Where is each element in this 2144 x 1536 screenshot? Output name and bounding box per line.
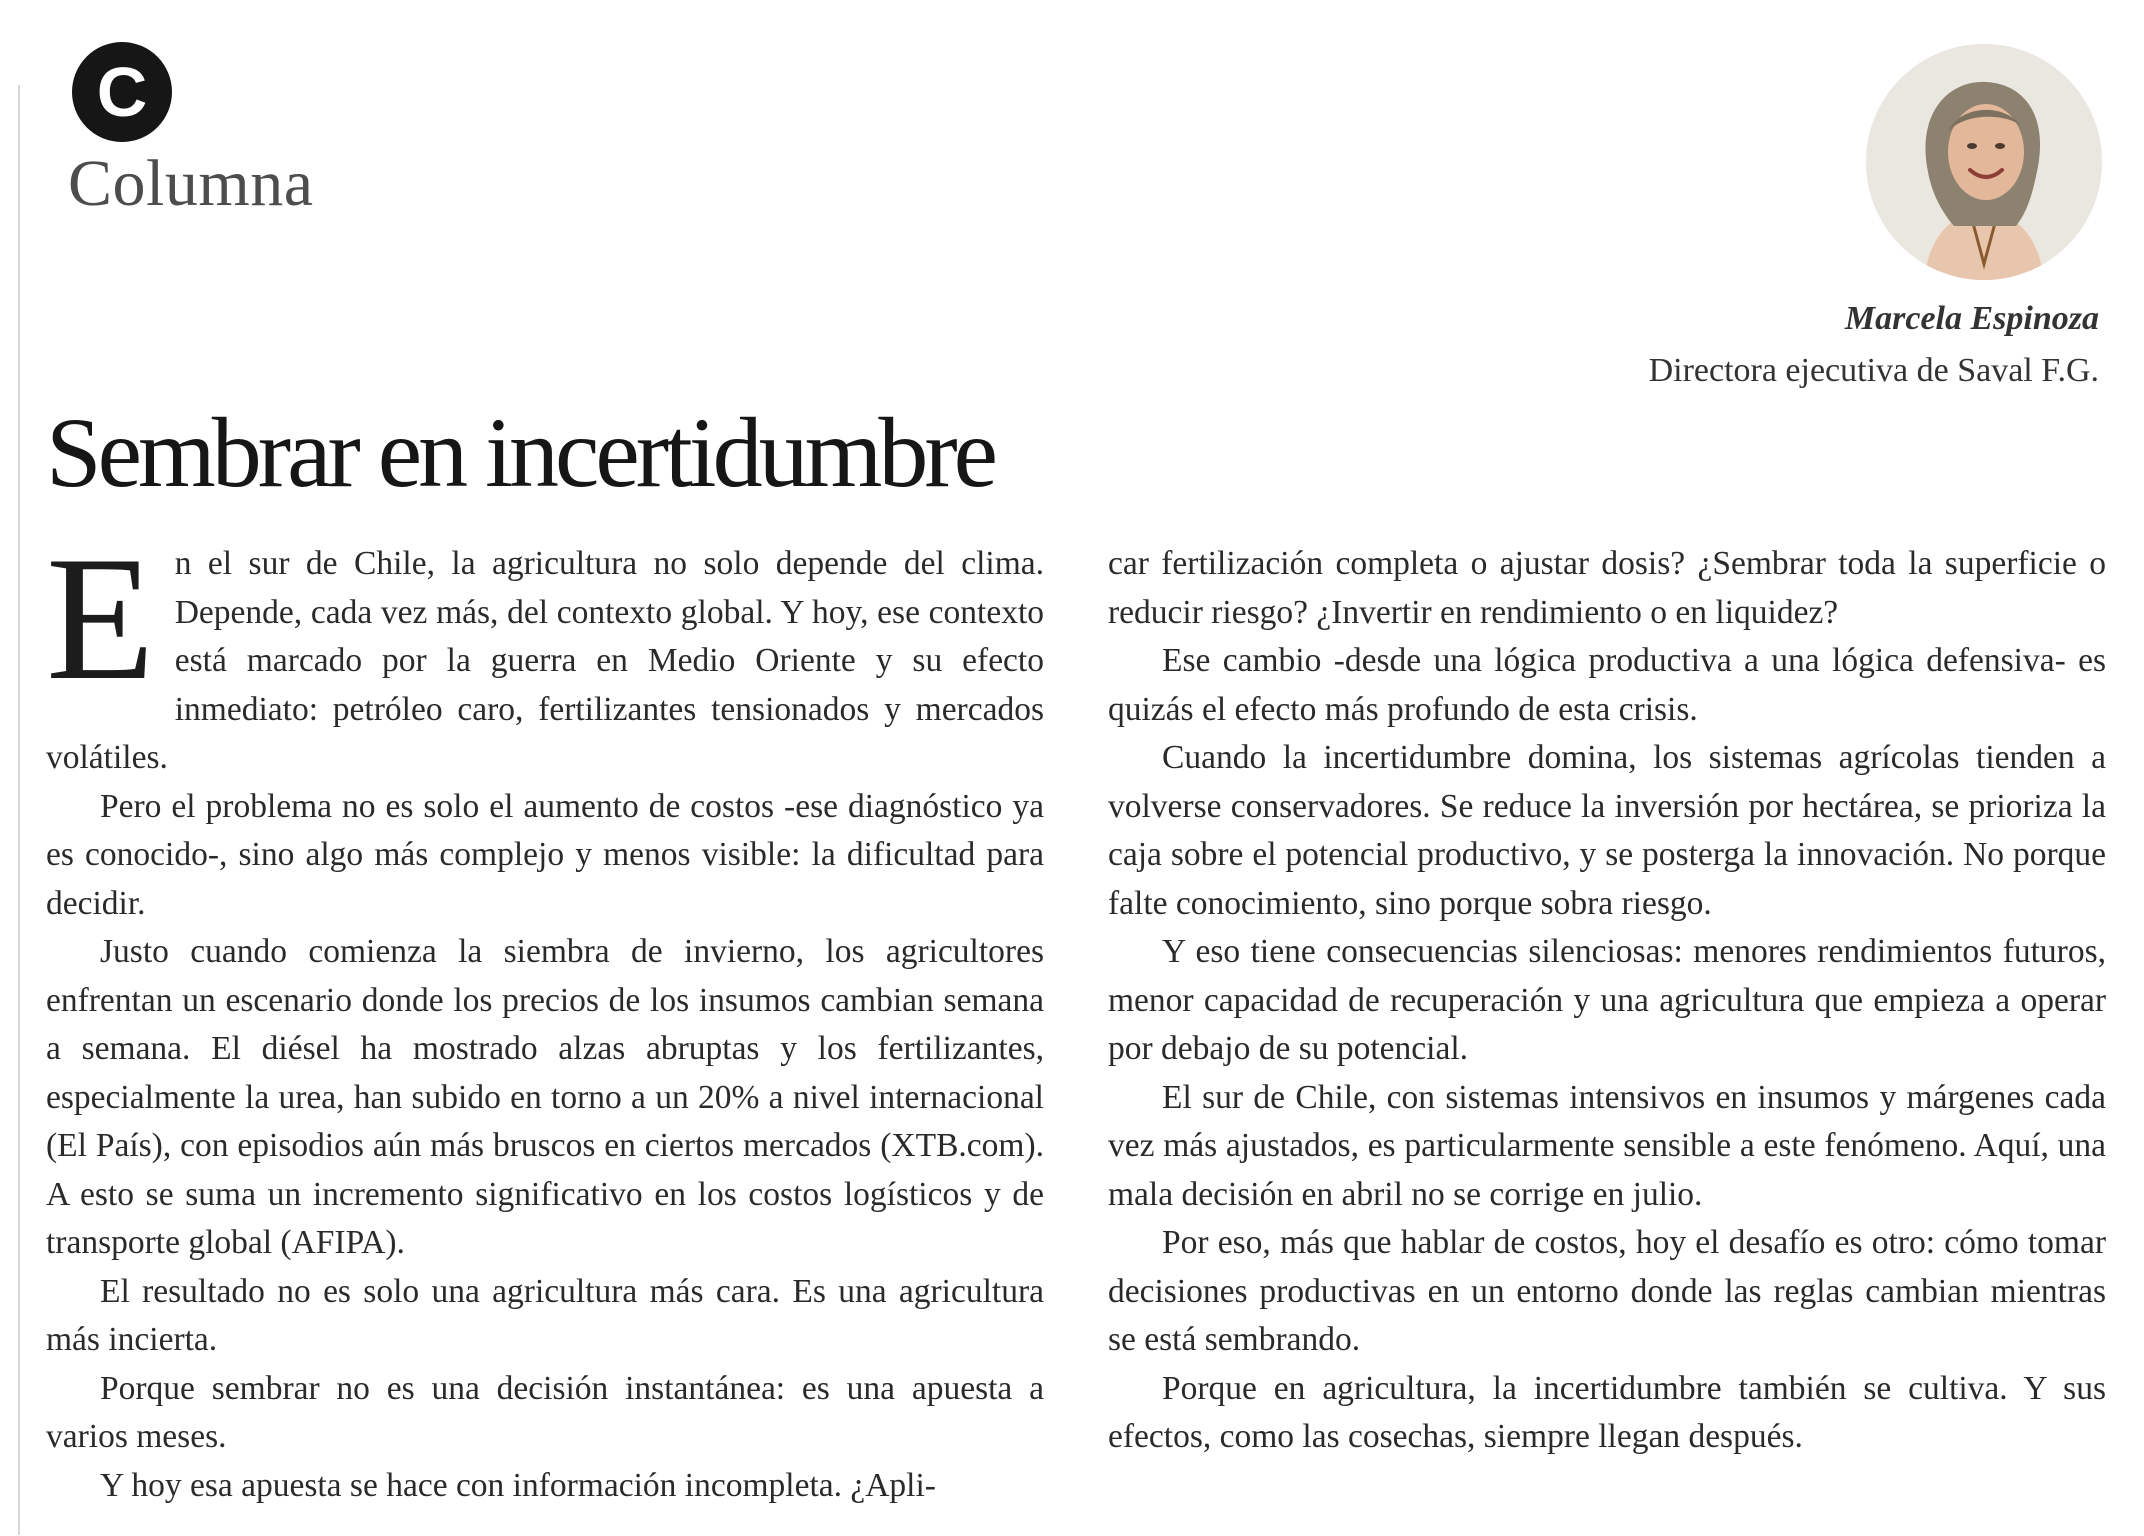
article-paragraph: Justo cuando comienza la siembra de invierno, los agricultores enfrentan un escenario donde los precios de los insumos cambian semana a semana. El diésel ha mostrado alzas abruptas y los fertilizantes, especialmente la urea, han subido en torno a un 20% a nivel internacional (El País), con episodios aún más bruscos en ciertos mercados (XTB.com). A esto se suma un incremento significativo en los costos logísticos y de transporte global (AFIPA).: [46, 933, 1044, 1261]
headline: Sembrar en incertidumbre: [46, 397, 995, 508]
article-column-left: [46, 519, 1044, 1510]
author-name: Marcela Espinoza: [1844, 300, 2099, 337]
article-paragraph: Cuando la incertidumbre domina, los sistemas agrícolas tienden a volverse conservadores. Se reduce la inversión por hectárea, se prioriza la caja sobre el potencial productivo, y se posterga la innovación. No porque falte conocimiento, sino porque sobra riesgo.: [1108, 739, 2106, 922]
article-paragraph: Porque sembrar no es una decisión instantánea: es una apuesta a varios meses.: [46, 1369, 1044, 1455]
article-paragraph: Pero el problema no es solo el aumento de costos -ese diagnóstico ya es conocido-, sino algo más complejo y menos visible: la dificultad para decidir.: [46, 787, 1044, 922]
left-margin-rule: [18, 85, 20, 1535]
article-paragraph-continuation: car fertilización completa o ajustar dosis? ¿Sembrar toda la superficie o reducir riesgo? ¿Invertir en rendimiento o en liquidez?: [1108, 545, 2106, 631]
article-paragraph: Y eso tiene consecuencias silenciosas: menores rendimientos futuros, menor capacidad de recuperación y una agricultura que empieza a operar por debajo de su potencial.: [1108, 933, 2106, 1067]
article-paragraph: Ese cambio -desde una lógica productiva a una lógica defensiva- es quizás el efecto más profundo de esta crisis.: [1108, 642, 2106, 728]
drop-cap: E: [46, 519, 155, 717]
section-label: Columna: [68, 147, 314, 220]
article-paragraph: Y hoy esa apuesta se hace con información incompleta. ¿Apli-: [100, 1466, 936, 1504]
section-badge-letter: C: [96, 53, 148, 131]
article-paragraph: Porque en agricultura, la incertidumbre también se cultiva. Y sus efectos, como las cosechas, siempre llegan después.: [1108, 1369, 2106, 1455]
section-badge: [72, 42, 172, 142]
author-role: Directora ejecutiva de Saval F.G.: [1648, 352, 2099, 389]
article-column-right: [1108, 540, 2106, 1462]
article-paragraph: [46, 519, 1044, 783]
article-paragraph: Por eso, más que hablar de costos, hoy el desafío es otro: cómo tomar decisiones productivas en un entorno donde las reglas cambian mientras se está sembrando.: [1108, 1224, 2106, 1358]
first-paragraph-text: n el sur de Chile, la agricultura no solo depende del clima. Depende, cada vez más, del contexto global. Y hoy, ese contexto está marcado por la guerra en Medio Oriente y su efecto inmediato: petróleo caro, fertilizantes tensionados y mercados volátiles.: [46, 545, 1044, 776]
author-photo: [1866, 44, 2102, 280]
article-paragraph: El sur de Chile, con sistemas intensivos en insumos y márgenes cada vez más ajustados, es particularmente sensible a este fenómeno. Aquí, una mala decisión en abril no se corrige en julio.: [1108, 1078, 2106, 1213]
article-paragraph: El resultado no es solo una agricultura más cara. Es una agricultura más incierta.: [46, 1272, 1044, 1358]
